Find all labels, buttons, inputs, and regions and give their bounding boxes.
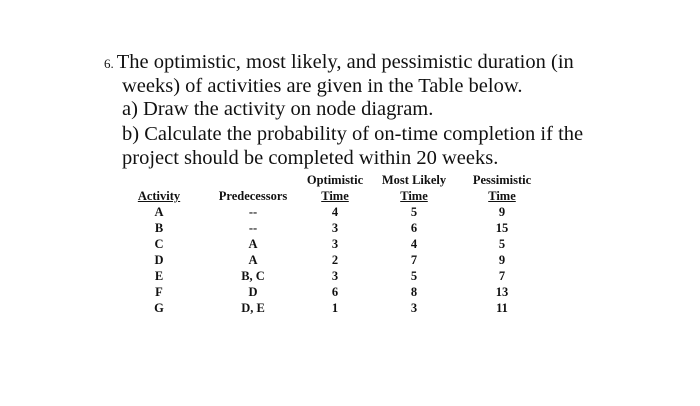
cell-most-likely: 8 xyxy=(410,285,418,299)
cell-pessimistic: 11 xyxy=(496,301,508,315)
question-line-2: weeks) of activities are given in the Table below. xyxy=(122,75,523,97)
cell-activity: E xyxy=(154,269,164,283)
header-pessimistic-top: Pessimistic xyxy=(472,173,532,187)
cell-predecessors: D, E xyxy=(241,301,265,315)
cell-pessimistic: 9 xyxy=(498,253,506,267)
cell-pessimistic: 5 xyxy=(498,237,506,251)
header-activity: Activity xyxy=(137,189,181,203)
cell-most-likely: 5 xyxy=(410,269,418,283)
cell-pessimistic: 13 xyxy=(495,285,509,299)
cell-optimistic: 4 xyxy=(331,205,339,219)
cell-predecessors: A xyxy=(248,253,258,267)
cell-predecessors: D xyxy=(248,285,258,299)
cell-predecessors: A xyxy=(248,237,258,251)
question-part-a: a) Draw the activity on node diagram. xyxy=(122,98,434,120)
header-likely-bottom: Time xyxy=(400,189,428,203)
header-likely-top: Most Likely xyxy=(381,173,447,187)
cell-activity: G xyxy=(154,301,164,315)
cell-activity: C xyxy=(154,237,164,251)
cell-pessimistic: 7 xyxy=(498,269,506,283)
cell-optimistic: 6 xyxy=(331,285,339,299)
cell-optimistic: 2 xyxy=(331,253,339,267)
header-pessimistic-bottom: Time xyxy=(488,189,516,203)
cell-optimistic: 3 xyxy=(331,237,339,251)
cell-pessimistic: 9 xyxy=(498,205,506,219)
header-predecessors: Predecessors xyxy=(218,189,288,203)
question-part-b-continued: project should be completed within 20 weeks. xyxy=(122,147,499,169)
cell-most-likely: 3 xyxy=(410,301,418,315)
cell-most-likely: 7 xyxy=(410,253,418,267)
cell-predecessors: -- xyxy=(248,205,258,219)
cell-optimistic: 1 xyxy=(331,301,339,315)
cell-predecessors: -- xyxy=(248,221,258,235)
cell-most-likely: 4 xyxy=(410,237,418,251)
cell-activity: A xyxy=(154,205,164,219)
cell-pessimistic: 15 xyxy=(495,221,509,235)
cell-most-likely: 5 xyxy=(410,205,418,219)
cell-activity: D xyxy=(154,253,164,267)
cell-optimistic: 3 xyxy=(331,221,339,235)
cell-activity: F xyxy=(155,285,163,299)
header-optimistic-bottom: Time xyxy=(321,189,349,203)
question-part-b: b) Calculate the probability of on-time completion if the xyxy=(122,123,584,145)
question-line-1-text: The optimistic, most likely, and pessimistic duration (in xyxy=(116,51,574,73)
header-optimistic-top: Optimistic xyxy=(306,173,364,187)
cell-predecessors: B, C xyxy=(241,269,265,283)
cell-most-likely: 6 xyxy=(410,221,418,235)
cell-activity: B xyxy=(154,221,164,235)
question-number: 6. xyxy=(104,56,114,71)
cell-optimistic: 3 xyxy=(331,269,339,283)
